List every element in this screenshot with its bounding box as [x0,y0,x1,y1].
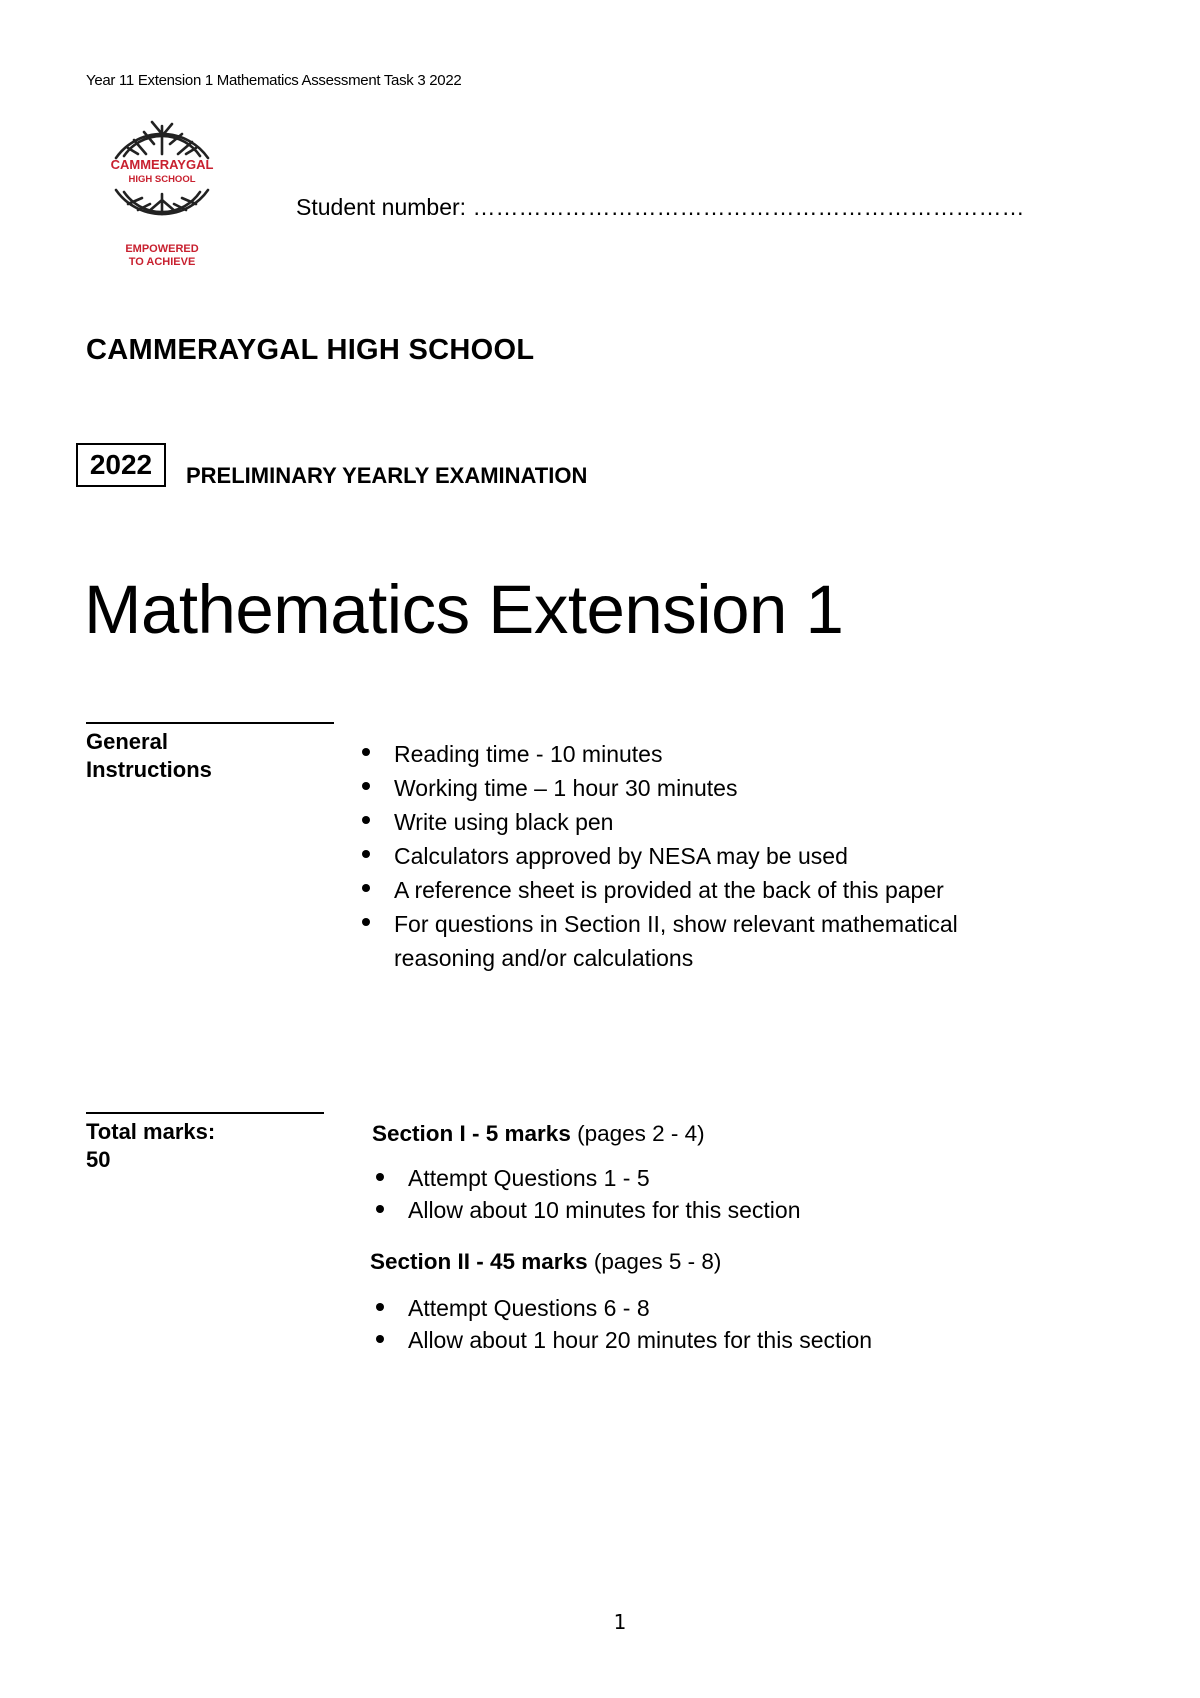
instruction-item: Reading time - 10 minutes [356,737,1016,771]
instruction-item: A reference sheet is provided at the back of this paper [356,873,1016,907]
section-2-heading [370,1249,721,1275]
total-marks-label-line1: Total marks: [86,1119,216,1144]
instruction-item: Write using black pen [356,805,1016,839]
section-1-title: Section I - 5 marks [372,1121,571,1146]
student-number-field[interactable]: Student number: ……………………………………………………………… [296,194,1025,220]
running-header: Year 11 Extension 1 Mathematics Assessment Task 3 2022 [86,72,462,89]
section-2-item: Allow about 1 hour 20 minutes for this section [370,1324,1010,1356]
general-instructions-label [86,728,286,784]
logo-text-line1: CAMMERAYGAL [110,157,214,172]
instruction-item: Calculators approved by NESA may be used [356,839,1016,873]
logo-motto-line1: EMPOWERED [125,243,199,255]
page-number: 1 [613,1610,627,1634]
exam-year-box: 2022 [76,443,166,487]
general-instructions-label-line1: General [86,729,168,754]
section-1-pages: (pages 2 - 4) [570,1121,705,1146]
instruction-item: Working time – 1 hour 30 minutes [356,771,1016,805]
logo-text-line2: HIGH SCHOOL [128,174,196,185]
section-1-item: Allow about 10 minutes for this section [370,1194,1010,1226]
section-2-pages: (pages 5 - 8) [587,1249,722,1274]
total-marks-label [86,1118,286,1174]
section-2-item: Attempt Questions 6 - 8 [370,1292,1010,1324]
section-1-heading [372,1121,705,1147]
section-1-list [370,1162,1010,1226]
school-name: CAMMERAYGAL HIGH SCHOOL [86,334,535,366]
section-2-list [370,1292,1010,1356]
marks-divider [86,1112,324,1114]
instructions-divider [86,722,334,724]
section-1-item: Attempt Questions 1 - 5 [370,1162,1010,1194]
general-instructions-list [356,737,1016,975]
instruction-item: For questions in Section II, show relevant mathematical reasoning and/or calculations [356,907,1016,975]
logo-motto-line2: TO ACHIEVE [128,256,196,268]
school-logo [98,114,226,274]
section-2-title: Section II - 45 marks [370,1249,588,1274]
total-marks-value: 50 [86,1147,111,1172]
general-instructions-label-line2: Instructions [86,757,212,782]
exam-title: PRELIMINARY YEARLY EXAMINATION [186,463,588,488]
subject-title: Mathematics Extension 1 [84,571,844,648]
